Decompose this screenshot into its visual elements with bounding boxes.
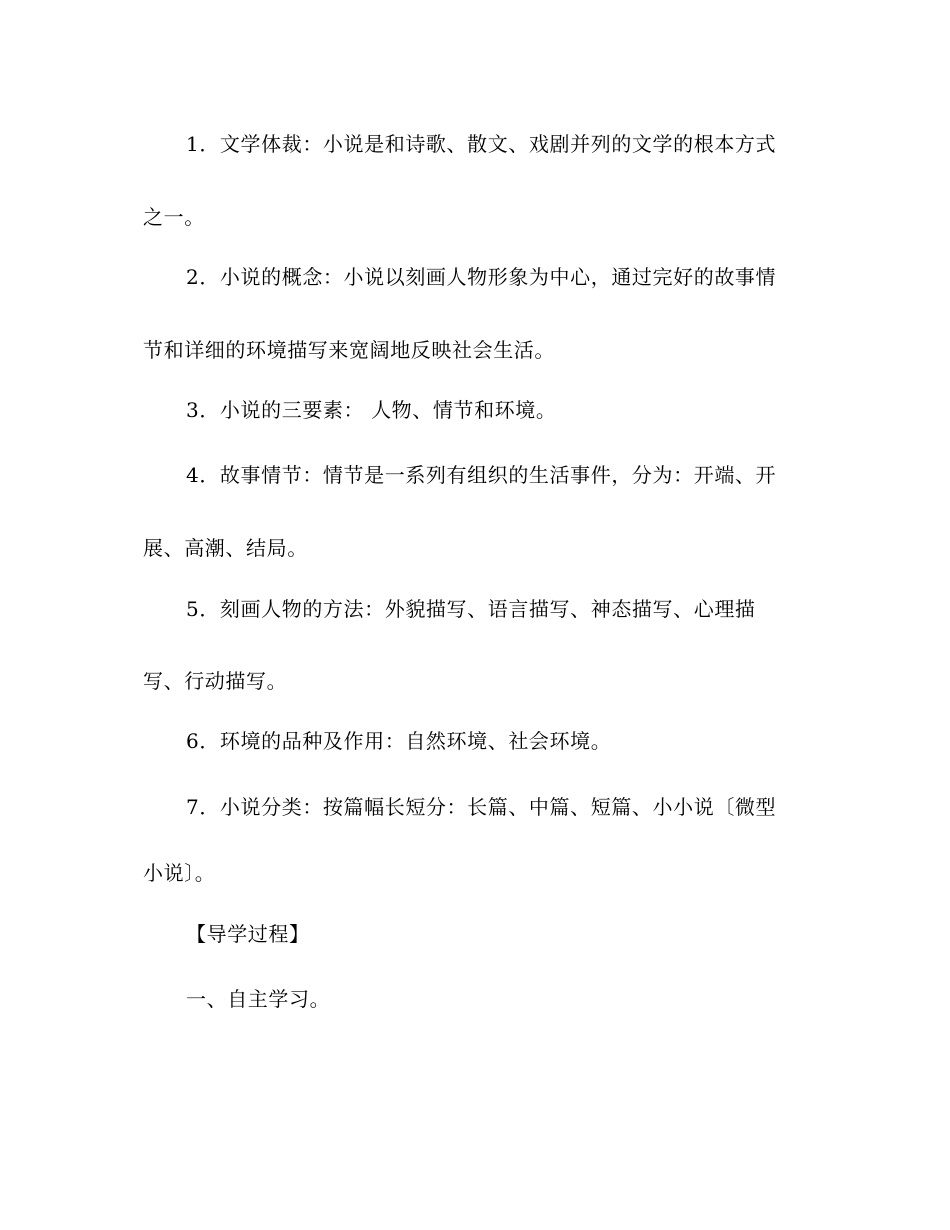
paragraph-7-line-1: 7．小说分类：按篇幅长短分：长篇、中篇、短篇、小小说〔微型 — [186, 795, 777, 819]
paragraph-5-line-2: 写、行动描写。 — [143, 669, 288, 693]
paragraph-1-line-2: 之一。 — [143, 205, 205, 229]
paragraph-3-line-1: 3．小说的三要素： 人物、情节和环境。 — [186, 398, 557, 422]
paragraph-2-line-1: 2．小说的概念：小说以刻画人物形象为中心，通过完好的故事情 — [186, 265, 777, 289]
paragraph-1-line-1: 1．文学体裁：小说是和诗歌、散文、戏剧并列的文学的根本方式 — [186, 132, 777, 156]
paragraph-2-line-2: 节和详细的环境描写来宽阔地反映社会生活。 — [143, 338, 555, 362]
subsection-heading: 一、自主学习。 — [186, 987, 331, 1011]
paragraph-5-line-1: 5．刻画人物的方法：外貌描写、语言描写、神态描写、心理描 — [186, 597, 756, 621]
paragraph-6-line-1: 6．环境的品种及作用：自然环境、社会环境。 — [186, 729, 612, 753]
section-heading: 【导学过程】 — [186, 922, 310, 946]
paragraph-7-line-2: 小说〕。 — [143, 861, 216, 885]
paragraph-4-line-2: 展、高潮、结局。 — [143, 536, 308, 560]
paragraph-4-line-1: 4．故事情节：情节是一系列有组织的生活事件，分为：开端、开 — [186, 463, 777, 487]
